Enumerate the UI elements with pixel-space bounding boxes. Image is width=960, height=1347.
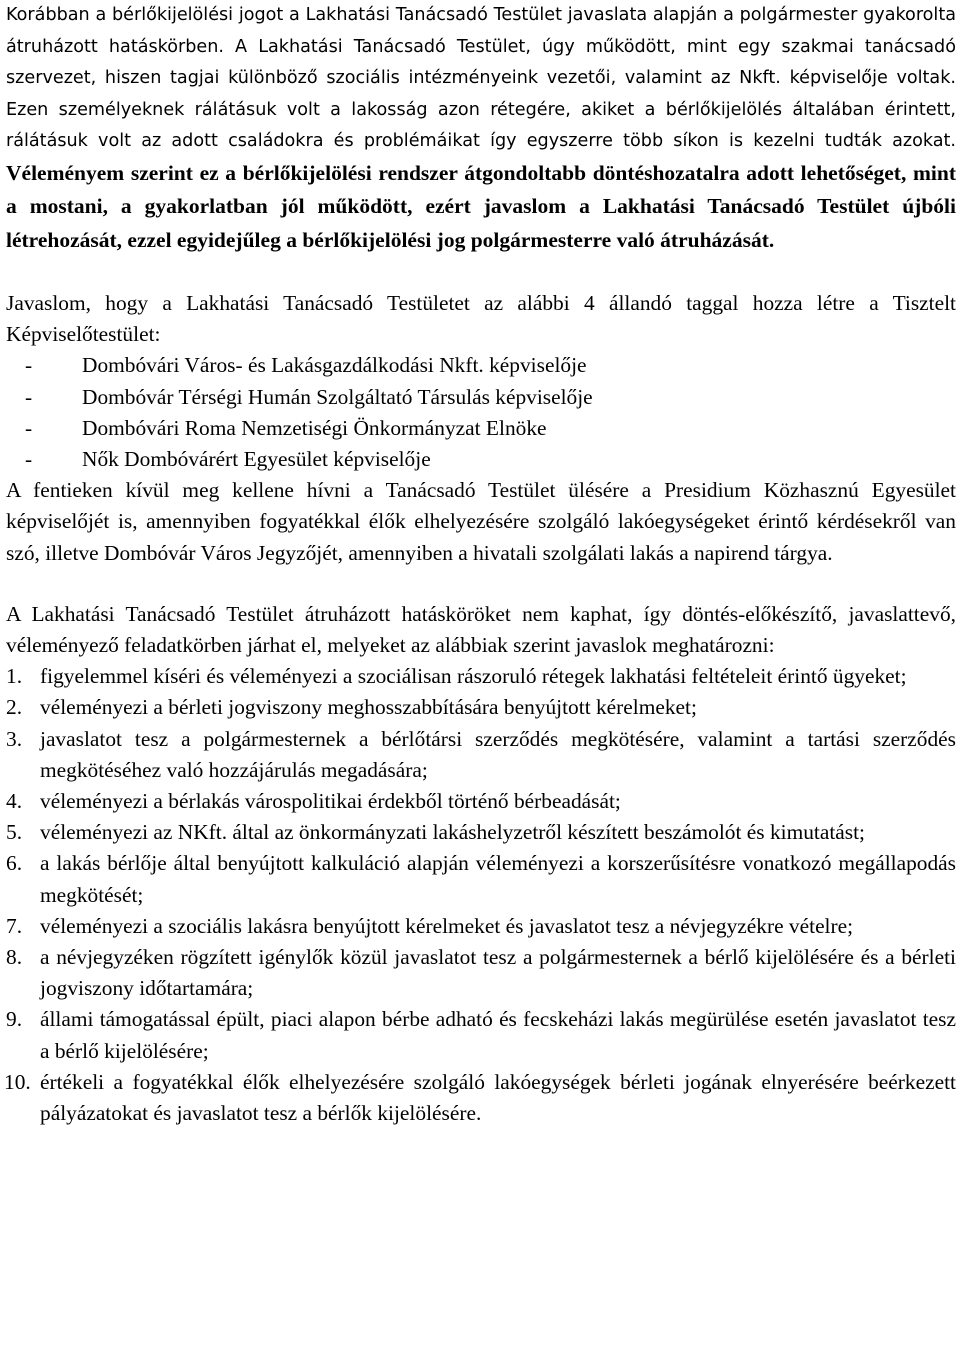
list-text: figyelemmel kíséri és véleményezi a szociálisan rászoruló rétegek lakhatási feltételeit érintő ügyeket; [40, 664, 907, 689]
list-number: 9. [6, 1007, 23, 1032]
list-text: állami támogatással épült, piaci alapon bérbe adható és fecskeházi lakás megürülése esetén javaslatot tesz a bérlő kijelölésére; [40, 1007, 956, 1063]
list-item [6, 911, 956, 942]
list-number: 6. [6, 851, 23, 876]
list-number: 1. [6, 664, 23, 689]
members-intro: Javaslom, hogy a Lakhatási Tanácsadó Testületet az alábbi 4 állandó taggal hozza létre a Tisztelt Képviselőtestület: [6, 291, 956, 347]
list-text: javaslatot tesz a polgármesternek a bérlőtársi szerződés megkötésére, valamint a tartási szerződés megkötéséhez való hozzájárulás megadására; [40, 726, 956, 782]
paragraph-background-text: Korábban a bérlőkijelölési jogot a Lakhatási Tanácsadó Testület javaslata alapján a polgármester gyakorolta átruházott hatáskörben. A Lakhatási Tanácsadó Testület, úgy működött, mint egy szakmai tanácsadó szervezet, hiszen tagjai különböző szociális intézményeink vezetői, valamint az Nkft. képviselője voltak. Ezen személyeknek rálátásuk volt a lakosság azon rétegére, akiket a bérlőkijelölés általában érintett, rálátásuk volt az adott családokra és problémáikat így egyszerre több síkon is kezelni tudták azokat. [6, 5, 956, 151]
list-number: 3. [6, 726, 23, 751]
list-number: 10. [4, 1069, 31, 1094]
members-list [6, 350, 956, 475]
list-text: értékeli a fogyatékkal élők elhelyezésére szolgáló lakóegységek bérleti jogának elnyerésére beérkezett pályázatokat és javaslatot tesz a bérlők kijelölésére. [40, 1069, 956, 1126]
list-number: 7. [6, 913, 23, 938]
list-text: a névjegyzéken rögzített igénylők közül javaslatot tesz a polgármesternek a bérlő kijelölésére és a bérleti jogviszony időtartamára; [40, 945, 956, 1001]
paragraph-recommendation-bold: Véleményem szerint ez a bérlőkijelölési rendszer átgondoltabb döntéshozatalra adott lehetőséget, mint a mostani, a gyakorlatban jól működött, ezért javaslom a Lakhatási Tanácsadó Testület újbóli létrehozását, ezzel egyidejűleg a bérlőkijelölési jog polgármesterre való átruházását. [6, 160, 956, 252]
list-item: - Dombóvár Térségi Humán Szolgáltató Társulás képviselője [82, 382, 956, 413]
tasks-list [6, 661, 956, 1129]
list-item: - Dombóvári Roma Nemzetiségi Önkormányzat Elnöke [82, 413, 956, 444]
list-text: véleményezi a bérlakás várospolitikai érdekből történő bérbeadását; [40, 789, 621, 814]
invitation-paragraph: A fentieken kívül meg kellene hívni a Tanácsadó Testület ülésére a Presidium Közhasznú Egyesület képviselőjét is, amennyiben fogyatékkal élők elhelyezésére szolgáló lakóegységeket érintő kérdésekről van szó, illetve Dombóvár Város Jegyzőjét, amennyiben a hivatali szolgálati lakás a napirend tárgya. [6, 478, 956, 565]
list-item [6, 724, 956, 786]
spacer [6, 258, 956, 288]
tasks-intro: A Lakhatási Tanácsadó Testület átruházott hatásköröket nem kaphat, így döntés-előkészítő, javaslattevő, véleményező feladatkörben járhat el, melyeket az alábbiak szerint javaslok meghatározni: [6, 601, 956, 658]
list-item [6, 786, 956, 817]
paragraph-background [6, 0, 956, 258]
list-item [6, 692, 956, 723]
list-item [6, 942, 956, 1004]
list-number: 5. [6, 820, 23, 845]
list-item: - Nők Dombóvárért Egyesület képviselője [82, 444, 956, 475]
list-item [6, 817, 956, 848]
list-item [6, 848, 956, 910]
list-text: véleményezi a bérleti jogviszony meghosszabbítására benyújtott kérelmeket; [40, 695, 697, 720]
list-item [6, 1004, 956, 1066]
list-text: véleményezi az NKft. által az önkormányzati lakáshelyzetről készített beszámolót és kimutatást; [40, 820, 866, 845]
list-item [6, 661, 956, 692]
spacer [6, 569, 956, 599]
list-item: - Dombóvári Város- és Lakásgazdálkodási Nkft. képviselője [82, 350, 956, 381]
list-text: a lakás bérlője által benyújtott kalkuláció alapján véleményezi a korszerűsítésre vonatkozó megállapodás megkötését; [40, 851, 956, 907]
list-number: 2. [6, 695, 23, 720]
list-text: véleményezi a szociális lakásra benyújtott kérelmeket és javaslatot tesz a névjegyzékre vételre; [40, 913, 854, 938]
list-number: 8. [6, 945, 23, 970]
list-number: 4. [6, 789, 23, 814]
list-item [6, 1067, 956, 1129]
